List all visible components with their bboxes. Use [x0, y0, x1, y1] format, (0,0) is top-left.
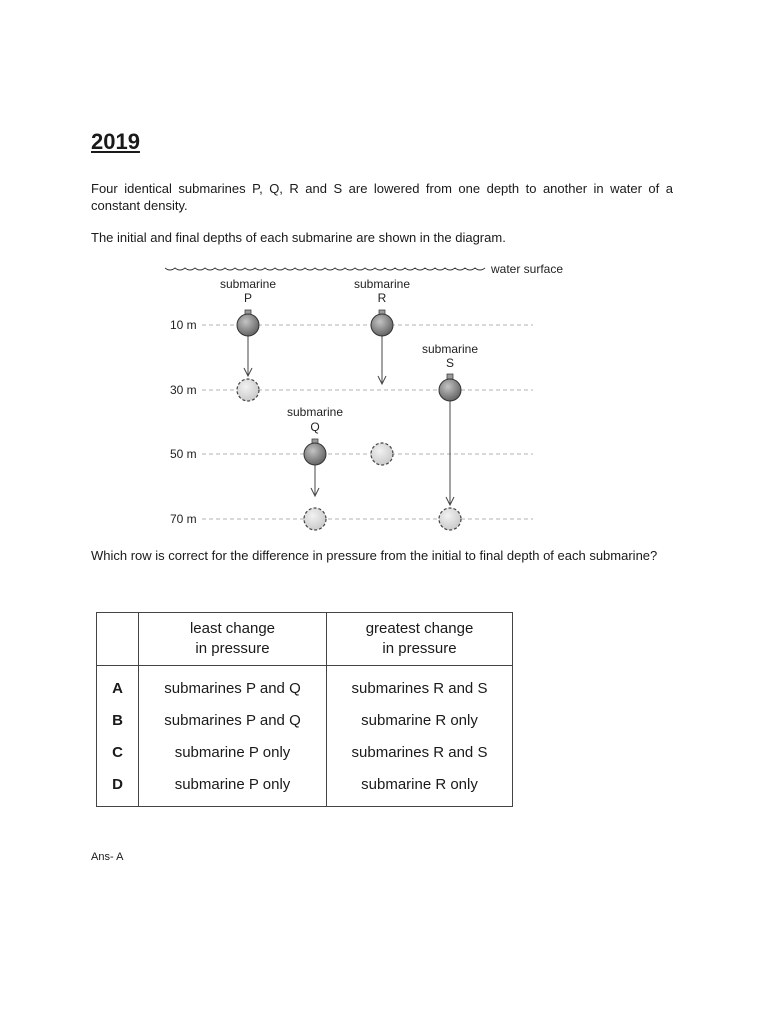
- water-surface-line: [165, 268, 485, 270]
- depth-label-30m: 30 m: [170, 383, 197, 397]
- option-least: submarine P only: [139, 736, 327, 768]
- submarine-depth-diagram: [150, 258, 590, 533]
- header-least-change: least change in pressure: [139, 613, 327, 666]
- option-least: submarines P and Q: [139, 666, 327, 705]
- answer-options-table: [96, 612, 513, 807]
- year-heading: 2019: [91, 129, 140, 154]
- submarine-r-final: [371, 443, 393, 465]
- submarine-q-final: [304, 508, 326, 530]
- depth-label-70m: 70 m: [170, 512, 197, 526]
- option-key: C: [97, 736, 139, 768]
- submarine-s-initial: [439, 379, 461, 401]
- submarine-r-initial: [371, 314, 393, 336]
- submarine-q-caption: submarine: [286, 405, 344, 419]
- submarine-r-caption: submarine: [353, 277, 411, 291]
- table-row[interactable]: [97, 736, 513, 768]
- option-key: D: [97, 768, 139, 807]
- header-key: [97, 613, 139, 666]
- option-greatest: submarines R and S: [327, 736, 513, 768]
- option-least: submarine P only: [139, 768, 327, 807]
- submarine-p-final: [237, 379, 259, 401]
- question-prompt: Which row is correct for the difference in pressure from the initial to final depth of each submarine?: [91, 548, 658, 563]
- submarine-r-letter: R: [377, 291, 387, 305]
- submarine-q-letter: Q: [310, 420, 320, 434]
- depth-guides: [202, 325, 533, 519]
- question-instruction: The initial and final depths of each submarine are shown in the diagram.: [91, 230, 506, 245]
- table-row[interactable]: [97, 704, 513, 736]
- submarine-q-initial: [304, 443, 326, 465]
- submarine-s-final: [439, 508, 461, 530]
- option-greatest: submarine R only: [327, 768, 513, 807]
- option-greatest: submarines R and S: [327, 666, 513, 705]
- header-greatest-change: greatest change in pressure: [327, 613, 513, 666]
- submarine-p-initial: [237, 314, 259, 336]
- option-key: A: [97, 666, 139, 705]
- table-row[interactable]: [97, 768, 513, 807]
- table-row[interactable]: [97, 666, 513, 705]
- table-header-row: [97, 613, 513, 666]
- submarine-s-caption: submarine: [421, 342, 479, 356]
- question-intro: Four identical submarines P, Q, R and S are lowered from one depth to another in water of a constant density.: [91, 181, 673, 213]
- option-key: B: [97, 704, 139, 736]
- option-greatest: submarine R only: [327, 704, 513, 736]
- submarine-p-caption: submarine: [219, 277, 277, 291]
- submarine-s-letter: S: [445, 356, 455, 370]
- answer-note: Ans- A: [91, 851, 124, 863]
- depth-label-10m: 10 m: [170, 318, 197, 332]
- option-least: submarines P and Q: [139, 704, 327, 736]
- water-surface-label: water surface: [491, 262, 564, 276]
- depth-label-50m: 50 m: [170, 447, 197, 461]
- submarine-p-letter: P: [243, 291, 253, 305]
